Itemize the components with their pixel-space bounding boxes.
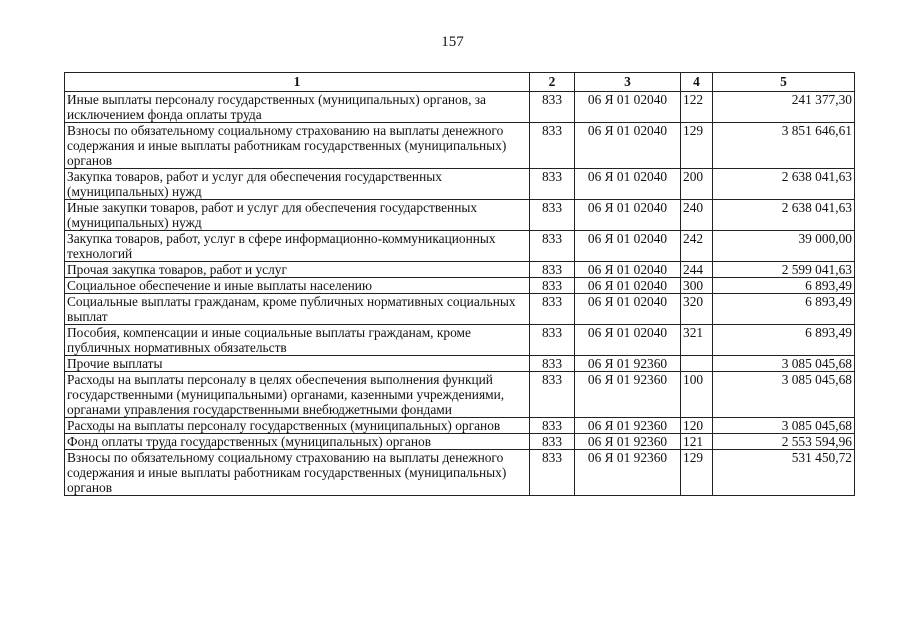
amount-cell: 39 000,00 [713, 231, 855, 262]
header-col-5: 5 [713, 73, 855, 92]
amount-cell: 3 085 045,68 [713, 418, 855, 434]
table-row [65, 294, 855, 325]
expense-type-cell: 244 [681, 262, 713, 278]
target-article-cell: 06 Я 01 02040 [575, 92, 681, 123]
expense-type-cell: 321 [681, 325, 713, 356]
expense-name-cell: Иные закупки товаров, работ и услуг для обеспечения государственных (муниципальных) нужд [65, 200, 530, 231]
expense-type-cell: 121 [681, 434, 713, 450]
table-row [65, 92, 855, 123]
amount-cell: 241 377,30 [713, 92, 855, 123]
expense-type-cell: 120 [681, 418, 713, 434]
table-header-row [65, 73, 855, 92]
amount-cell: 3 085 045,68 [713, 372, 855, 418]
expense-type-cell: 300 [681, 278, 713, 294]
target-article-cell: 06 Я 01 02040 [575, 278, 681, 294]
expense-name-cell: Расходы на выплаты персоналу государственных (муниципальных) органов [65, 418, 530, 434]
expense-name-cell: Прочая закупка товаров, работ и услуг [65, 262, 530, 278]
expense-name-cell: Пособия, компенсации и иные социальные выплаты гражданам, кроме публичных нормативных обязательств [65, 325, 530, 356]
target-article-cell: 06 Я 01 02040 [575, 231, 681, 262]
amount-cell: 2 638 041,63 [713, 200, 855, 231]
department-code-cell: 833 [530, 262, 575, 278]
expense-name-cell: Социальные выплаты гражданам, кроме публичных нормативных социальных выплат [65, 294, 530, 325]
expense-name-cell: Взносы по обязательному социальному страхованию на выплаты денежного содержания и иные выплаты работникам государственных (муниципальных) органов [65, 450, 530, 496]
expense-type-cell: 129 [681, 450, 713, 496]
amount-cell: 2 599 041,63 [713, 262, 855, 278]
target-article-cell: 06 Я 01 02040 [575, 200, 681, 231]
header-col-4: 4 [681, 73, 713, 92]
amount-cell: 3 085 045,68 [713, 356, 855, 372]
expense-name-cell: Взносы по обязательному социальному страхованию на выплаты денежного содержания и иные выплаты работникам государственных (муниципальных) органов [65, 123, 530, 169]
target-article-cell: 06 Я 01 02040 [575, 325, 681, 356]
target-article-cell: 06 Я 01 02040 [575, 169, 681, 200]
page-number: 157 [441, 34, 464, 50]
expense-type-cell: 240 [681, 200, 713, 231]
department-code-cell: 833 [530, 231, 575, 262]
amount-cell: 2 638 041,63 [713, 169, 855, 200]
department-code-cell: 833 [530, 200, 575, 231]
target-article-cell: 06 Я 01 92360 [575, 356, 681, 372]
amount-cell: 6 893,49 [713, 278, 855, 294]
target-article-cell: 06 Я 01 92360 [575, 418, 681, 434]
department-code-cell: 833 [530, 92, 575, 123]
target-article-cell: 06 Я 01 02040 [575, 123, 681, 169]
table-row [65, 231, 855, 262]
department-code-cell: 833 [530, 123, 575, 169]
table-row [65, 356, 855, 372]
target-article-cell: 06 Я 01 02040 [575, 294, 681, 325]
table-row [65, 418, 855, 434]
target-article-cell: 06 Я 01 92360 [575, 372, 681, 418]
department-code-cell: 833 [530, 434, 575, 450]
table-row [65, 325, 855, 356]
amount-cell: 6 893,49 [713, 325, 855, 356]
budget-table [64, 72, 855, 496]
department-code-cell: 833 [530, 356, 575, 372]
expense-type-cell: 129 [681, 123, 713, 169]
header-col-2: 2 [530, 73, 575, 92]
department-code-cell: 833 [530, 294, 575, 325]
header-col-3: 3 [575, 73, 681, 92]
department-code-cell: 833 [530, 278, 575, 294]
table-row [65, 372, 855, 418]
department-code-cell: 833 [530, 325, 575, 356]
expense-name-cell: Прочие выплаты [65, 356, 530, 372]
expense-type-cell: 200 [681, 169, 713, 200]
expense-type-cell: 242 [681, 231, 713, 262]
table-row [65, 123, 855, 169]
table-row [65, 169, 855, 200]
table-row [65, 278, 855, 294]
header-col-1: 1 [65, 73, 530, 92]
expense-name-cell: Социальное обеспечение и иные выплаты населению [65, 278, 530, 294]
department-code-cell: 833 [530, 169, 575, 200]
table-row [65, 200, 855, 231]
table-row [65, 450, 855, 496]
expense-name-cell: Расходы на выплаты персоналу в целях обеспечения выполнения функций государственными (муниципальными) органами, казенными учреждениями, органами управления государственными внебюджетными фондами [65, 372, 530, 418]
table-row [65, 434, 855, 450]
department-code-cell: 833 [530, 418, 575, 434]
expense-name-cell: Закупка товаров, работ и услуг для обеспечения государственных (муниципальных) нужд [65, 169, 530, 200]
amount-cell: 3 851 646,61 [713, 123, 855, 169]
expense-type-cell: 122 [681, 92, 713, 123]
target-article-cell: 06 Я 01 92360 [575, 434, 681, 450]
expense-name-cell: Иные выплаты персоналу государственных (муниципальных) органов, за исключением фонда оплаты труда [65, 92, 530, 123]
department-code-cell: 833 [530, 372, 575, 418]
department-code-cell: 833 [530, 450, 575, 496]
expense-type-cell: 100 [681, 372, 713, 418]
table-row [65, 262, 855, 278]
amount-cell: 2 553 594,96 [713, 434, 855, 450]
expense-name-cell: Фонд оплаты труда государственных (муниципальных) органов [65, 434, 530, 450]
expense-name-cell: Закупка товаров, работ, услуг в сфере информационно-коммуникационных технологий [65, 231, 530, 262]
target-article-cell: 06 Я 01 92360 [575, 450, 681, 496]
expense-type-cell [681, 356, 713, 372]
amount-cell: 531 450,72 [713, 450, 855, 496]
target-article-cell: 06 Я 01 02040 [575, 262, 681, 278]
expense-type-cell: 320 [681, 294, 713, 325]
amount-cell: 6 893,49 [713, 294, 855, 325]
